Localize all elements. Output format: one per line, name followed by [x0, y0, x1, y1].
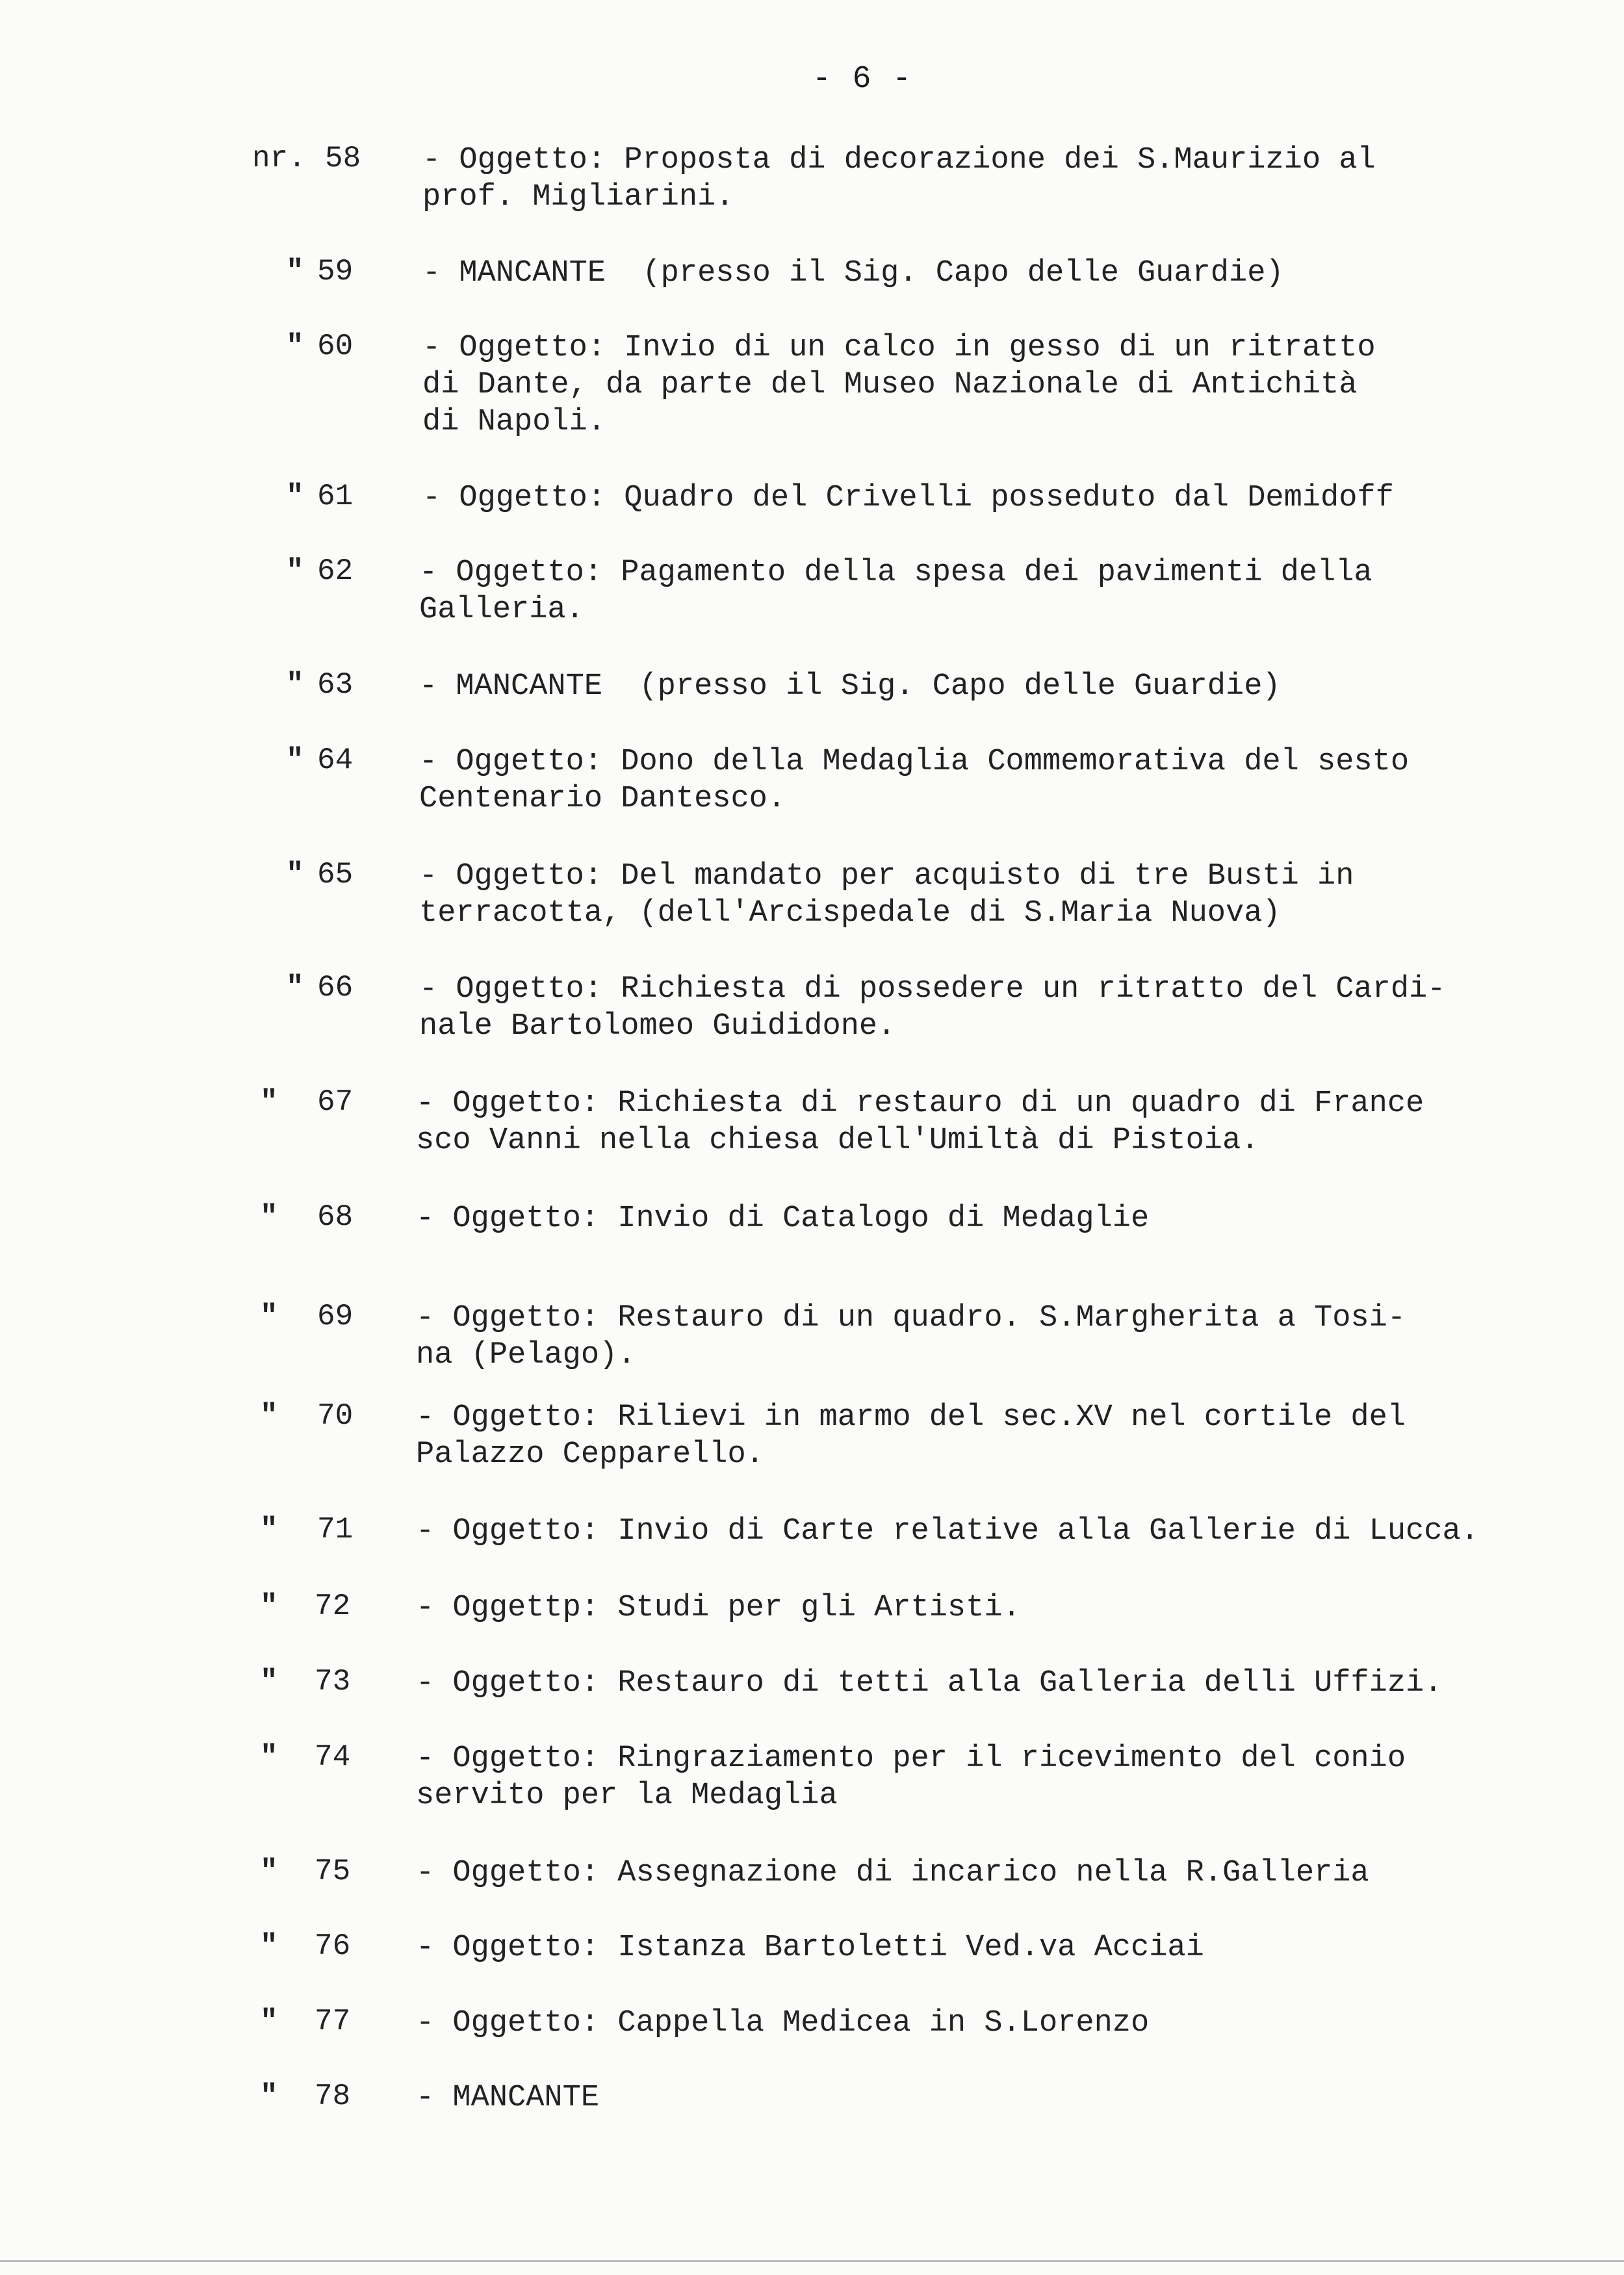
entry-description — [419, 971, 1589, 1045]
entry-description — [422, 255, 1592, 292]
entry-line: - Oggetto: Quadro del Crivelli posseduto dal Demidoff — [422, 481, 1394, 515]
entry-line: - Oggetto: Del mandato per acquisto di tre Busti in — [419, 859, 1354, 893]
ditto-mark: " — [260, 1589, 278, 1623]
entry-line: - Oggetto: Restauro di tetti alla Galleria delli Uffizi. — [416, 1666, 1443, 1701]
ditto-mark: " — [286, 554, 304, 588]
entry-line: - Oggetto: Invio di Carte relative alla Gallerie di Lucca. — [416, 1514, 1479, 1549]
entry-line: di Napoli. — [422, 405, 606, 439]
entry-number: 66 — [317, 971, 354, 1005]
entry-number: 70 — [317, 1399, 354, 1433]
entry-description — [416, 1665, 1586, 1702]
entry-number: 63 — [317, 668, 354, 702]
ditto-mark: " — [286, 255, 304, 289]
ditto-mark: " — [286, 480, 304, 513]
entry-line: - Oggetto: Cappella Medicea in S.Lorenzo — [416, 2006, 1150, 2040]
entry-line: sco Vanni nella chiesa dell'Umiltà di Pistoia. — [416, 1124, 1259, 1158]
entry-line: - MANCANTE — [416, 2081, 600, 2115]
ditto-mark: " — [260, 1200, 278, 1234]
ditto-mark: " — [286, 743, 304, 777]
entry-description — [416, 1855, 1586, 1892]
bottom-rule — [0, 2260, 1624, 2262]
ditto-mark: " — [260, 1665, 278, 1699]
entry-description — [416, 1929, 1586, 1966]
ditto-mark: " — [260, 1085, 278, 1119]
entry-description — [419, 554, 1589, 628]
entry-line: - Oggetto: Istanza Bartoletti Ved.va Acciai — [416, 1931, 1204, 1965]
entry-number: 76 — [315, 1929, 351, 1963]
entry-line: - Oggetto: Proposta di decorazione dei S.Maurizio al — [422, 143, 1376, 177]
entry-description — [416, 1513, 1586, 1550]
entry-description — [416, 1085, 1586, 1159]
entry-line: - Oggetto: Dono della Medaglia Commemorativa del sesto — [419, 745, 1410, 779]
entry-number: 62 — [317, 554, 354, 588]
ditto-mark: " — [260, 1513, 278, 1547]
ditto-mark: " — [260, 1740, 278, 1774]
entry-line: - Oggettp: Studi per gli Artisti. — [416, 1591, 1021, 1625]
entry-line: terracotta, (dell'Arcispedale di S.Maria Nuova) — [419, 896, 1281, 931]
entry-line: - MANCANTE (presso il Sig. Capo delle Guardie) — [419, 669, 1281, 704]
entry-line: Galleria. — [419, 593, 584, 627]
entry-number: 64 — [317, 743, 354, 777]
entry-line: - Oggetto: Rilievi in marmo del sec.XV nel cortile del — [416, 1400, 1406, 1435]
entry-description — [416, 1589, 1586, 1626]
ditto-mark: " — [286, 668, 304, 702]
entry-line: - Oggetto: Richiesta di restauro di un quadro di France — [416, 1086, 1424, 1121]
entry-line: prof. Migliarini. — [422, 180, 734, 214]
entry-description — [422, 142, 1592, 216]
entry-number: 71 — [317, 1513, 354, 1547]
entry-number: 74 — [315, 1740, 351, 1774]
entry-line: - Oggetto: Pagamento della spesa dei pavimenti della — [419, 556, 1373, 590]
ditto-mark: " — [286, 971, 304, 1005]
entry-number: 72 — [315, 1589, 351, 1623]
entry-line: - Oggetto: Invio di Catalogo di Medaglie — [416, 1202, 1150, 1236]
entry-number: 68 — [317, 1200, 354, 1234]
entry-line: - Oggetto: Restauro di un quadro. S.Margherita a Tosi- — [416, 1301, 1406, 1335]
entry-line: - Oggetto: Ringraziamento per il ricevimento del conio — [416, 1742, 1406, 1776]
entry-line: nale Bartolomeo Guididone. — [419, 1009, 896, 1044]
entry-description — [416, 2005, 1586, 2042]
entry-prefix: nr. — [252, 142, 306, 175]
ditto-mark: " — [286, 858, 304, 892]
entry-line: na (Pelago). — [416, 1338, 636, 1372]
entry-number: 60 — [317, 329, 354, 363]
entry-description — [416, 1740, 1586, 1814]
entry-number: 77 — [315, 2005, 351, 2038]
entry-number: 78 — [315, 2079, 351, 2113]
entry-line: di Dante, da parte del Museo Nazionale di Antichità — [422, 368, 1358, 402]
entry-line: - MANCANTE (presso il Sig. Capo delle Guardie) — [422, 256, 1284, 290]
entry-description — [422, 480, 1592, 517]
entry-description — [419, 668, 1589, 705]
entry-description — [422, 329, 1592, 441]
entry-number: 61 — [317, 480, 354, 513]
entry-line: Centenario Dantesco. — [419, 782, 786, 816]
entry-line: servito per la Medaglia — [416, 1779, 838, 1813]
entry-number: 73 — [315, 1665, 351, 1699]
ditto-mark: " — [286, 329, 304, 363]
entry-description — [419, 743, 1589, 817]
entry-description — [416, 1300, 1586, 1374]
entry-description — [416, 1399, 1586, 1473]
entry-number: 65 — [317, 858, 354, 892]
entry-number: 75 — [315, 1855, 351, 1888]
ditto-mark: " — [260, 1399, 278, 1433]
entry-line: - Oggetto: Assegnazione di incarico nella R.Galleria — [416, 1856, 1369, 1890]
entry-description — [416, 1200, 1586, 1237]
entry-line: - Oggetto: Richiesta di possedere un ritratto del Cardi- — [419, 972, 1446, 1007]
entry-description — [416, 2079, 1586, 2116]
ditto-mark: " — [260, 2005, 278, 2038]
entry-line: Palazzo Cepparello. — [416, 1437, 764, 1472]
ditto-mark: " — [260, 2079, 278, 2113]
ditto-mark: " — [260, 1929, 278, 1963]
ditto-mark: " — [260, 1855, 278, 1888]
entry-number: 58 — [325, 142, 361, 175]
entry-number: 67 — [317, 1085, 354, 1119]
entry-line: - Oggetto: Invio di un calco in gesso di un ritratto — [422, 331, 1376, 365]
entry-number: 59 — [317, 255, 354, 289]
ditto-mark: " — [260, 1300, 278, 1333]
entry-description — [419, 858, 1589, 932]
entry-number: 69 — [317, 1300, 354, 1333]
page-number: - 6 - — [812, 62, 913, 97]
